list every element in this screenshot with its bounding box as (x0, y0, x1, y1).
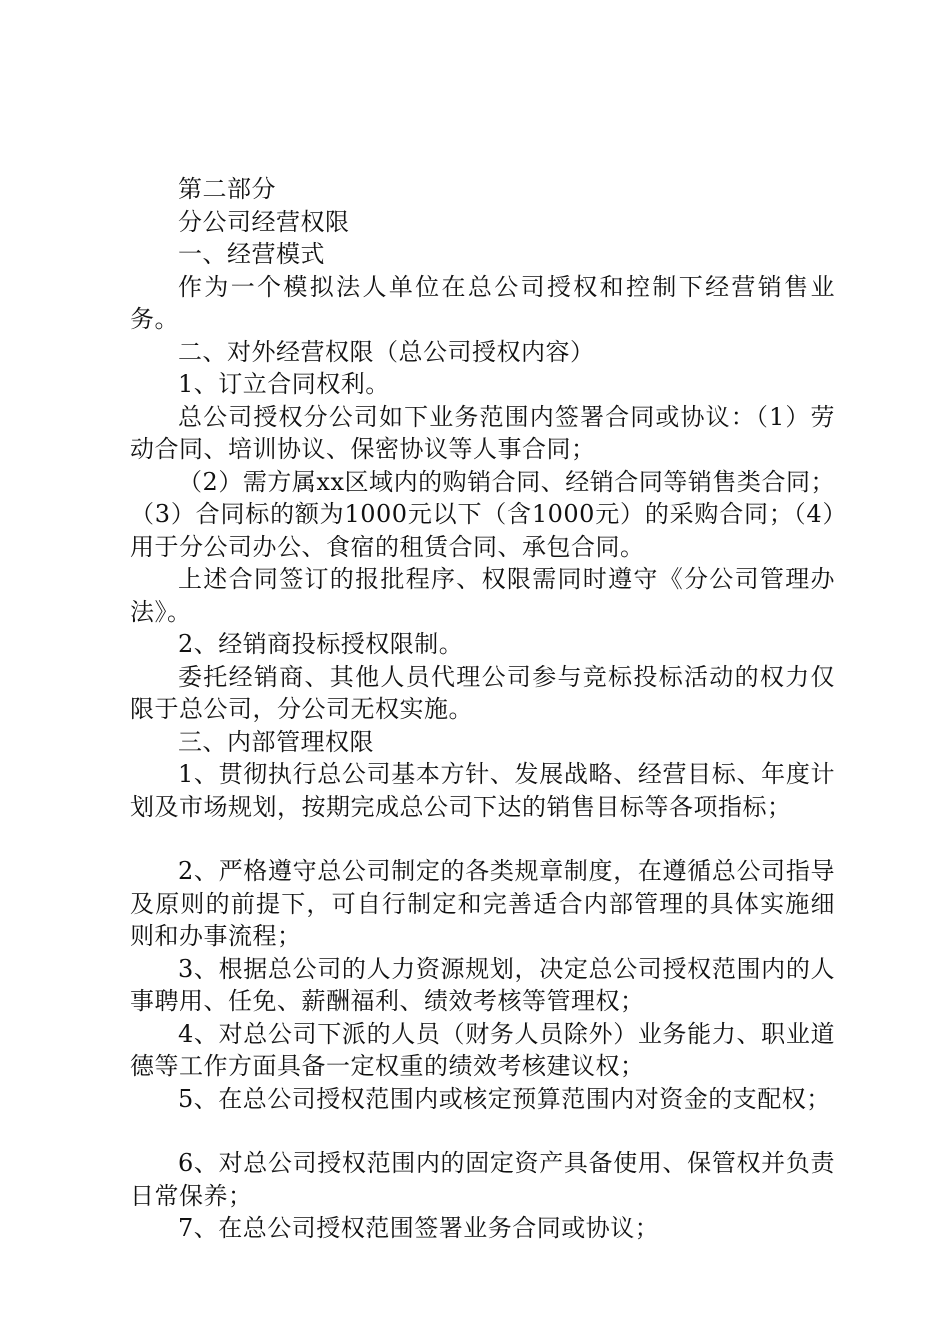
blank-line (130, 823, 835, 855)
document-page (130, 173, 835, 1245)
paragraph-bidding-limit: 委托经销商、其他人员代理公司参与竞标投标活动的权力仅限于总公司，分公司无权实施。 (130, 662, 835, 723)
heading-external-authority: 二、对外经营权限（总公司授权内容） (178, 337, 595, 366)
list-item-4: 4、对总公司下派的人员（财务人员除外）业务能力、职业道德等工作方面具备一定权重的绩效考核建议权； (130, 1019, 835, 1080)
paragraph-business-mode: 作为一个模拟法人单位在总公司授权和控制下经营销售业务。 (130, 272, 835, 333)
list-item-7: 7、在总公司授权范围签署业务合同或协议； (178, 1214, 660, 1242)
blank-line (130, 1115, 835, 1147)
list-item-6: 6、对总公司授权范围内的固定资产具备使用、保管权并负责日常保养； (130, 1149, 835, 1210)
section-title: 分公司经营权限 (178, 207, 350, 236)
list-item-1: 1、贯彻执行总公司基本方针、发展战略、经营目标、年度计划及市场规划，按期完成总公司下达的销售目标等各项指标； (130, 760, 835, 821)
part-heading: 第二部分 (178, 175, 276, 203)
list-item-5: 5、在总公司授权范围内或核定预算范围内对资金的支配权； (178, 1084, 831, 1113)
paragraph-contract-scope: 总公司授权分公司如下业务范围内签署合同或协议：（1）劳动合同、培训协议、保密协议等人事合同； (130, 402, 835, 463)
paragraph-contract-types: （2）需方属xx区域内的购销合同、经销合同等销售类合同；（3）合同标的额为1000元以下（含1000元）的采购合同；（4）用于分公司办公、食宿的租赁合同、承包合同。 (130, 467, 835, 561)
heading-business-mode: 一、经营模式 (178, 240, 325, 268)
subheading-bidding-limit: 2、经销商投标授权限制。 (178, 630, 464, 658)
list-item-3: 3、根据总公司的人力资源规划，决定总公司授权范围内的人事聘用、任免、薪酬福利、绩效考核等管理权； (130, 954, 835, 1015)
paragraph-approval-procedure: 上述合同签订的报批程序、权限需同时遵守《分公司管理办法》。 (130, 565, 835, 626)
heading-internal-authority: 三、内部管理权限 (178, 727, 374, 756)
subheading-contract-rights: 1、订立合同权利。 (178, 370, 390, 398)
list-item-2: 2、严格遵守总公司制定的各类规章制度，在遵循总公司指导及原则的前提下，可自行制定和完善适合内部管理的具体实施细则和办事流程； (130, 857, 835, 950)
